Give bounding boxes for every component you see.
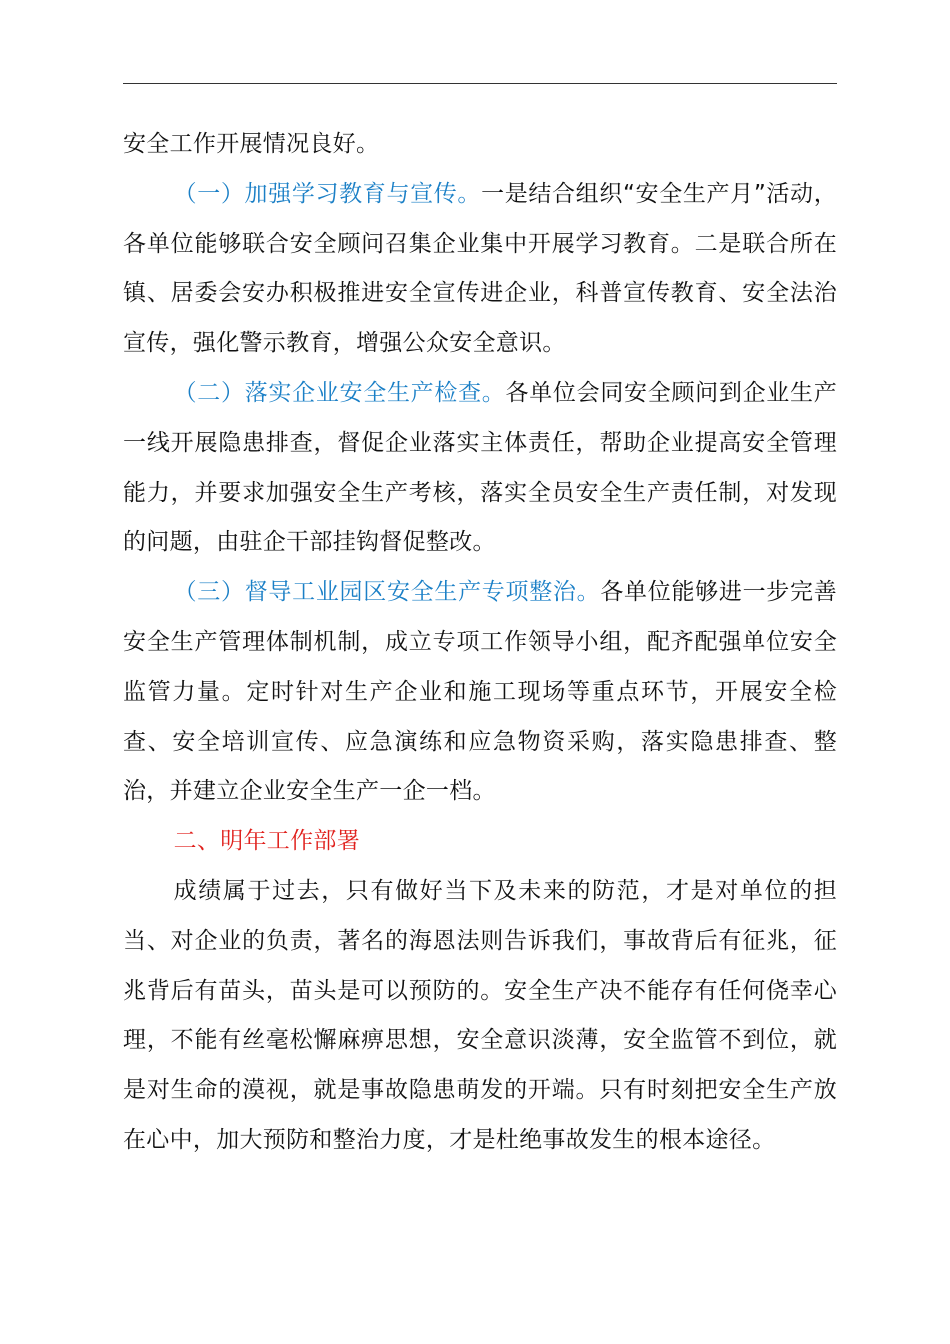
subheading-study-education: （一）加强学习教育与宣传。: [173, 180, 482, 207]
section-heading-next-year: [123, 817, 837, 867]
paragraph-text: 一是结合组织“安全生产月”活动，各单位能够联合安全顾问召集企业集中开展学习教育。二是联合所在镇、居委会安办积极推进安全宣传进企业，科普宣传教育、安全法治宣传，强化警示教育，增强公众安全意识。: [123, 180, 837, 357]
paragraph-next-year: [123, 867, 837, 1166]
paragraph-text: 各单位会同安全顾问到企业生产一线开展隐患排查，督促企业落实主体责任，帮助企业提高安全管理能力，并要求加强安全生产考核，落实全员安全生产责任制，对发现的问题，由驻企干部挂钩督促整改。: [123, 379, 837, 556]
paragraph-section-2: [123, 369, 837, 568]
header-rule: [123, 83, 837, 84]
document-body: [123, 120, 837, 1166]
paragraph-section-1: [123, 170, 837, 369]
paragraph-section-3: [123, 568, 837, 817]
paragraph-text: 安全工作开展情况良好。: [123, 131, 380, 157]
subheading-industrial-park-rectification: （三）督导工业园区安全生产专项整治。: [173, 579, 601, 606]
subheading-safety-inspection: （二）落实企业安全生产检查。: [173, 379, 506, 406]
heading-next-year-plan: 二、明年工作部署: [173, 828, 360, 855]
paragraph-continuation: [123, 120, 837, 170]
paragraph-text: 各单位能够进一步完善安全生产管理体制机制，成立专项工作领导小组，配齐配强单位安全监管力量。定时针对生产企业和施工现场等重点环节，开展安全检查、安全培训宣传、应急演练和应急物资采购，落实隐患排查、整治，并建立企业安全生产一企一档。: [123, 579, 837, 805]
paragraph-text: 成绩属于过去，只有做好当下及未来的防范，才是对单位的担当、对企业的负责，著名的海恩法则告诉我们，事故背后有征兆，征兆背后有苗头，苗头是可以预防的。安全生产决不能存有任何侥幸心理，不能有丝毫松懈麻痹思想，安全意识淡薄，安全监管不到位，就是对生命的漠视，就是事故隐患萌发的开端。只有时刻把安全生产放在心中，加大预防和整治力度，才是杜绝事故发生的根本途径。: [123, 877, 837, 1153]
